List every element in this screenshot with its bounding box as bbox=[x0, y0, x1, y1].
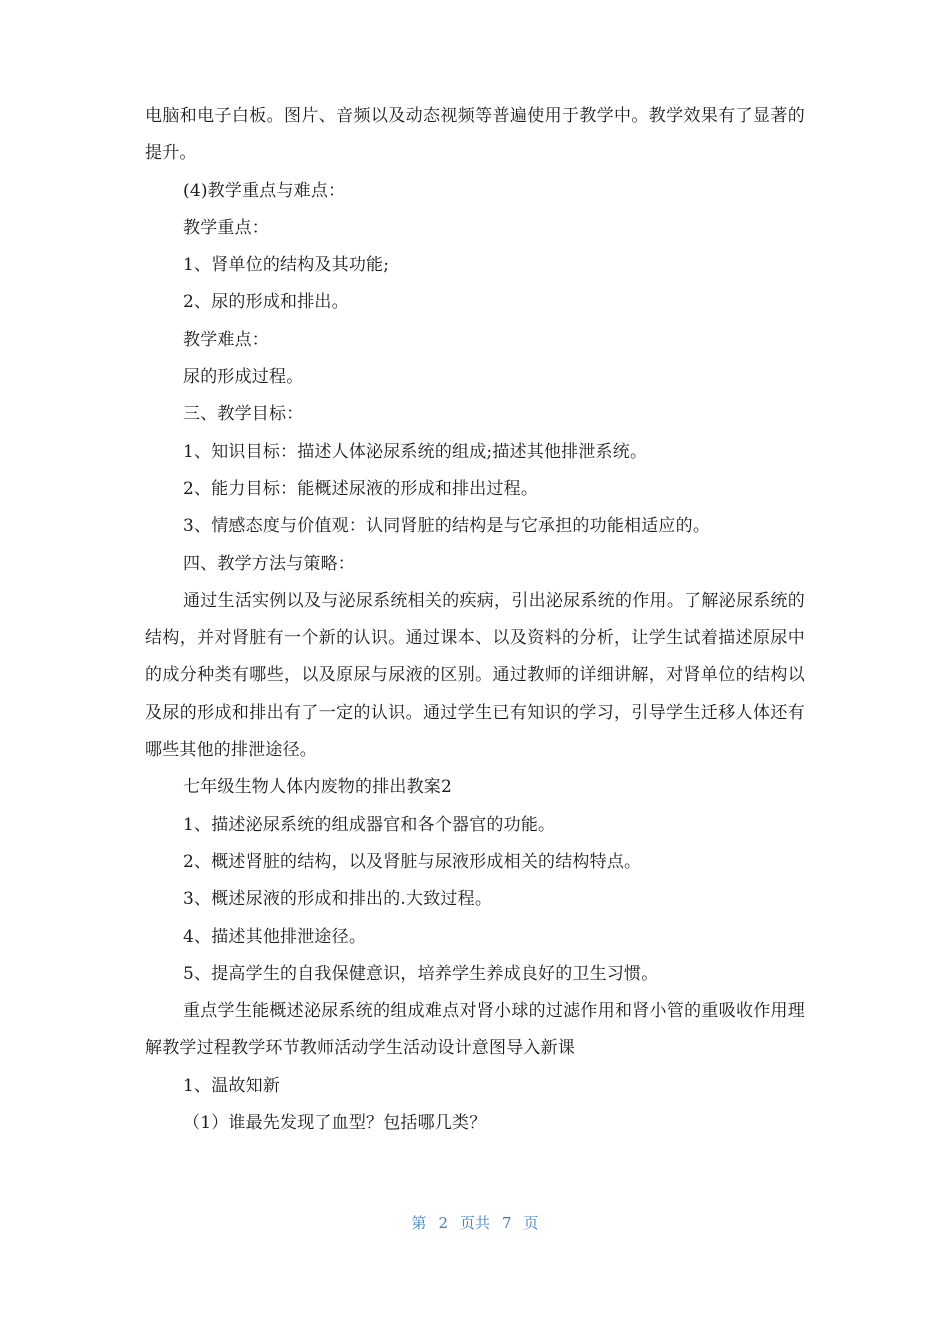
paragraph-9: 1、知识目标：描述人体泌尿系统的组成;描述其他排泄系统。 bbox=[183, 441, 648, 462]
footer-middle: 页共 bbox=[459, 1214, 490, 1232]
footer-total-pages: 7 bbox=[502, 1214, 512, 1232]
paragraph-17: 3、概述尿液的形成和排出的.大致过程。 bbox=[183, 889, 493, 910]
paragraph-1: 电脑和电子白板。图片、音频以及动态视频等普遍使用于教学中。教学效果有了显著的提升。 bbox=[145, 106, 805, 164]
paragraph-15: 1、描述泌尿系统的组成器官和各个器官的功能。 bbox=[183, 814, 556, 835]
paragraph-6: 教学难点： bbox=[183, 329, 269, 350]
paragraph-13: 通过生活实例以及与泌尿系统相关的疾病，引出泌尿系统的作用。了解泌尿系统的结构，并对肾脏有一个新的认识。通过课本、以及资料的分析，让学生试着描述原尿中的成分种类有哪些，以及原尿与尿液的区别。通过教师的详细讲解，对肾单位的结构以及尿的形成和排出有了一定的认识。通过学生已有知识的学习，引导学生迁移人体还有哪些其他的排泄途径。 bbox=[145, 590, 805, 761]
paragraph-8: 三、教学目标： bbox=[183, 404, 304, 425]
paragraph-14: 七年级生物人体内废物的排出教案2 bbox=[183, 777, 453, 798]
paragraph-7: 尿的形成过程。 bbox=[183, 367, 304, 388]
paragraph-22: （1）谁最先发现了血型？包括哪几类？ bbox=[183, 1113, 487, 1134]
paragraph-21: 1、温故知新 bbox=[183, 1075, 281, 1096]
paragraph-16: 2、概述肾脏的结构，以及肾脏与尿液形成相关的结构特点。 bbox=[183, 851, 642, 872]
paragraph-18: 4、描述其他排泄途径。 bbox=[183, 926, 367, 947]
paragraph-4: 1、肾单位的结构及其功能; bbox=[183, 255, 390, 276]
paragraph-11: 3、情感态度与价值观：认同肾脏的结构是与它承担的功能相适应的。 bbox=[183, 516, 711, 537]
footer-suffix: 页 bbox=[523, 1214, 539, 1232]
footer-current-page: 2 bbox=[438, 1214, 448, 1232]
paragraph-2: (4)教学重点与难点： bbox=[183, 180, 346, 201]
footer-prefix: 第 bbox=[411, 1214, 427, 1232]
paragraph-10: 2、能力目标：能概述尿液的形成和排出过程。 bbox=[183, 478, 539, 499]
paragraph-5: 2、尿的形成和排出。 bbox=[183, 292, 349, 313]
paragraph-12: 四、教学方法与策略： bbox=[183, 553, 355, 574]
document-body bbox=[145, 98, 805, 1142]
paragraph-19: 5、提高学生的自我保健意识，培养学生养成良好的卫生习惯。 bbox=[183, 963, 659, 984]
page-footer bbox=[0, 1212, 950, 1233]
paragraph-3: 教学重点： bbox=[183, 217, 269, 238]
paragraph-20: 重点学生能概述泌尿系统的组成难点对肾小球的过滤作用和肾小管的重吸收作用理解教学过程教学环节教师活动学生活动设计意图导入新课 bbox=[145, 1001, 805, 1059]
